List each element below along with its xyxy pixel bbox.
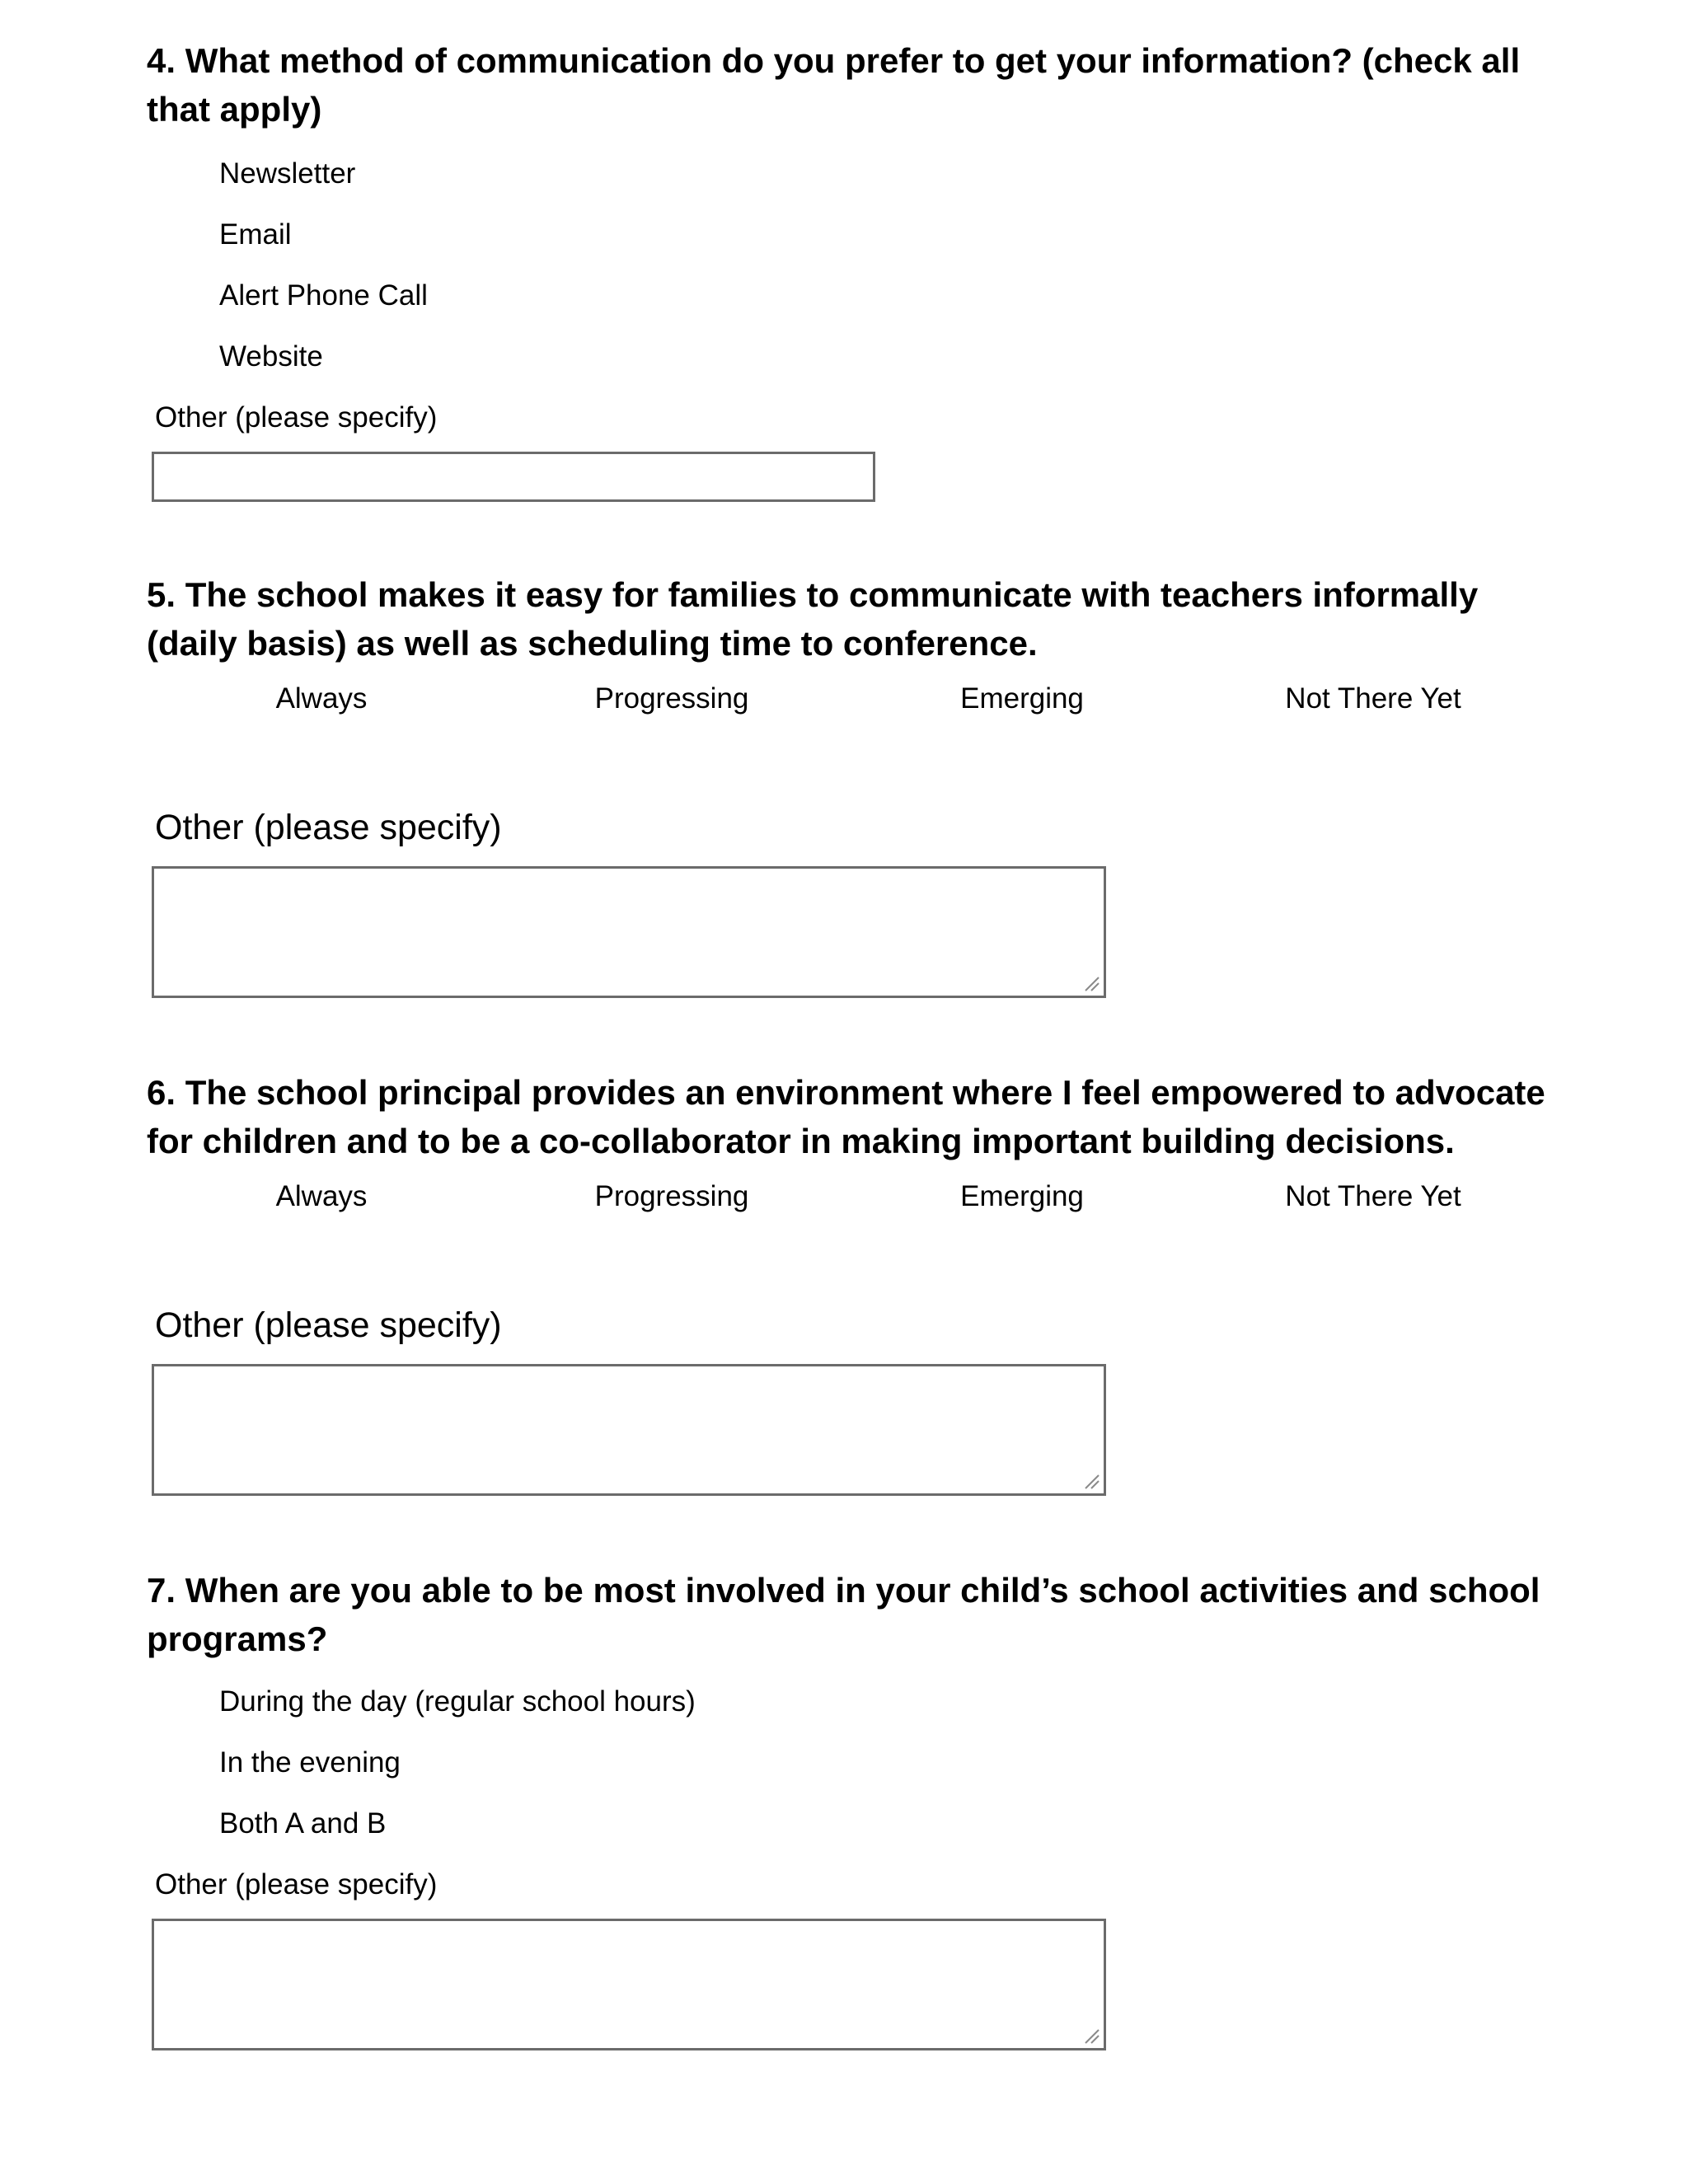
q6-other-label: Other (please specify) (155, 1305, 502, 1345)
q5-scale-emerging[interactable]: Emerging (960, 682, 1084, 715)
q5-title: 5. The school makes it easy for families to communicate with teachers informally (daily basis) as well as scheduling time to conference. (147, 575, 1479, 663)
q7-other-textarea[interactable] (152, 1919, 1106, 2050)
q7-option-in-the-evening[interactable]: In the evening (219, 1746, 401, 1779)
q4-other-label: Other (please specify) (155, 401, 438, 434)
resize-grip-icon[interactable] (1082, 974, 1100, 992)
q4-title: 4. What method of communication do you prefer to get your information? (check all that apply) (147, 41, 1521, 129)
resize-grip-icon[interactable] (1082, 1472, 1100, 1490)
q5-scale-not-there-yet[interactable]: Not There Yet (1285, 682, 1461, 715)
q5-other-textarea[interactable] (152, 866, 1106, 998)
q6-title: 6. The school principal provides an environment where I feel empowered to advocate for children and to be a co-collaborator in making important building decisions. (147, 1073, 1545, 1160)
q6-scale-progressing[interactable]: Progressing (594, 1180, 749, 1212)
q6-scale-emerging[interactable]: Emerging (960, 1180, 1084, 1212)
q5-scale-progressing[interactable]: Progressing (594, 682, 749, 715)
q6-other-textarea[interactable] (152, 1364, 1106, 1496)
q4-other-input[interactable] (152, 452, 875, 502)
q6-scale-always[interactable]: Always (275, 1180, 368, 1212)
q5-scale-always[interactable]: Always (275, 682, 368, 715)
q4-option-newsletter[interactable]: Newsletter (219, 157, 356, 190)
q7-title: 7. When are you able to be most involved in your child’s school activities and school programs? (147, 1571, 1540, 1658)
q4-option-alert-phone-call[interactable]: Alert Phone Call (219, 279, 428, 312)
q4-option-website[interactable]: Website (219, 340, 323, 373)
q7-option-both-a-and-b[interactable]: Both A and B (219, 1807, 387, 1840)
resize-grip-icon[interactable] (1082, 2027, 1100, 2045)
q4-option-email[interactable]: Email (219, 218, 292, 251)
q5-other-label: Other (please specify) (155, 808, 502, 847)
q7-option-during-the-day[interactable]: During the day (regular school hours) (219, 1685, 696, 1718)
q7-other-label: Other (please specify) (155, 1868, 438, 1900)
q6-scale-not-there-yet[interactable]: Not There Yet (1285, 1180, 1461, 1212)
